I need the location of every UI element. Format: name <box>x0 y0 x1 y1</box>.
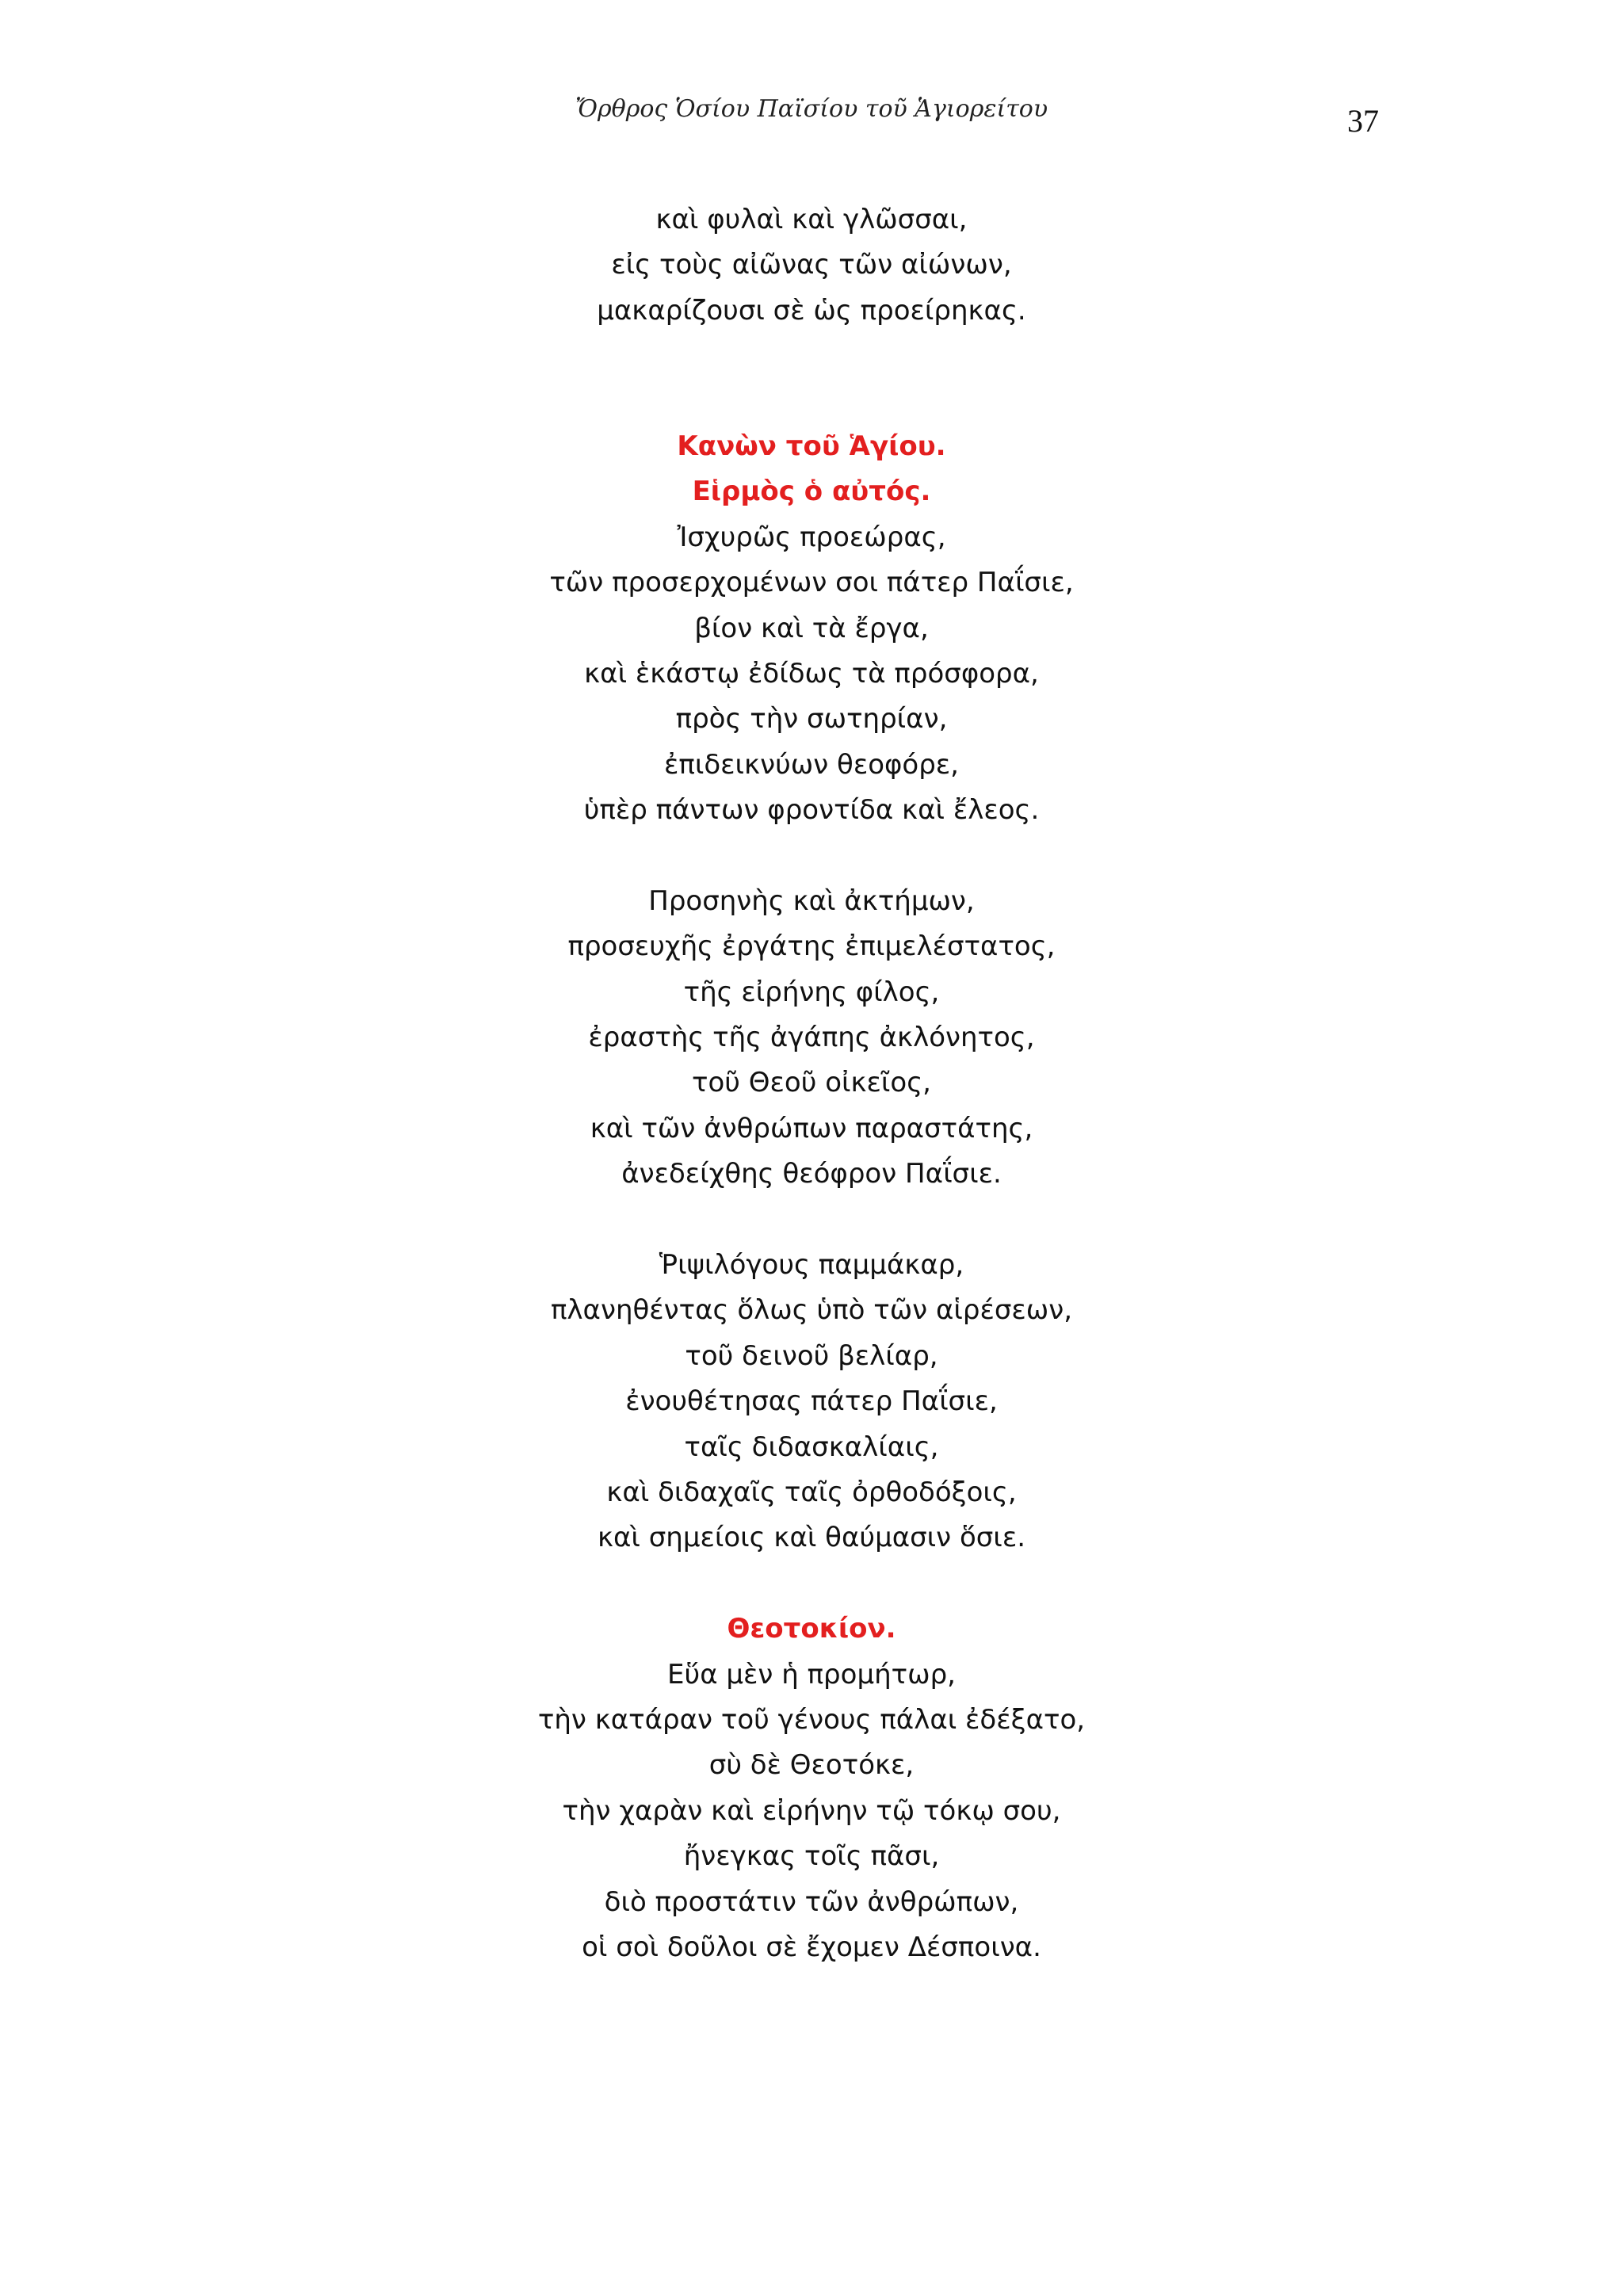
verse-line: Ἰσχυρῶς προεώρας, <box>677 521 946 553</box>
troparion-3 <box>0 1243 1623 1561</box>
verse-line: πρὸς τὴν σωτηρίαν, <box>675 703 948 735</box>
verse-line: σὺ δὲ Θεοτόκε, <box>708 1749 915 1782</box>
verse-line: τὴν χαρὰν καὶ εἰρήνην τῷ τόκῳ σου, <box>562 1794 1061 1827</box>
troparion-1 <box>0 515 1623 834</box>
verse-line: τῶν προσερχομένων σοι πάτερ Παΐσιε, <box>549 567 1074 599</box>
canon-title: Κανὼν τοῦ Ἁγίου. <box>677 430 946 462</box>
verse-line: Ῥιψιλόγους παμμάκαρ, <box>659 1249 964 1282</box>
verse-line: Εὕα μὲν ἡ προμήτωρ, <box>667 1658 956 1690</box>
verse-line: τὴν κατάραν τοῦ γένους πάλαι ἐδέξατο, <box>537 1703 1086 1736</box>
verse-line: ἐπιδεικνύων θεοφόρε, <box>664 748 959 781</box>
verse-line: βίον καὶ τὰ ἔργα, <box>694 612 929 644</box>
stanza-spacer <box>0 1561 1623 1606</box>
verse-line: ἀνεδείχθης θεόφρον Παΐσιε. <box>621 1158 1002 1190</box>
verse-line: διὸ προστάτιν τῶν ἀνθρώπων, <box>604 1885 1019 1918</box>
verse-line: καὶ διδαχαῖς ταῖς ὀρθοδόξοις, <box>606 1476 1017 1508</box>
stanza-spacer <box>0 834 1623 879</box>
verse-line: καὶ φυλαὶ καὶ γλῶσσαι, <box>655 204 968 235</box>
theotokion-title: Θεοτοκίον. <box>727 1613 896 1645</box>
troparion-2 <box>0 879 1623 1198</box>
canon-subtitle: Εἱρμὸς ὁ αὐτός. <box>692 476 931 508</box>
verse-line: προσευχῆς ἐργάτης ἐπιμελέστατος, <box>567 930 1056 963</box>
verse-line: καὶ σημείοις καὶ θαύμασιν ὅσιε. <box>597 1522 1026 1554</box>
verse-line: ἤνεγκας τοῖς πᾶσι, <box>683 1840 940 1873</box>
verse-line: οἱ σοὶ δοῦλοι σὲ ἔχομεν Δέσποινα. <box>582 1931 1041 1963</box>
verse-line: ἐνουθέτησας πάτερ Παΐσιε, <box>625 1385 998 1418</box>
verse-line: εἰς τοὺς αἰῶνας τῶν αἰώνων, <box>611 249 1012 281</box>
canon-section <box>0 424 1623 1970</box>
verse-line: πλανηθέντας ὅλως ὑπὸ τῶν αἱρέσεων, <box>550 1294 1073 1327</box>
stanza-spacer <box>0 1198 1623 1243</box>
page-number: 37 <box>1347 103 1379 139</box>
verse-line: ταῖς διδασκαλίαις, <box>684 1431 939 1463</box>
verse-line: τοῦ δεινοῦ βελίαρ, <box>685 1339 938 1372</box>
opening-verses <box>0 197 1623 334</box>
verse-line: καὶ ἑκάστῳ ἐδίδως τὰ πρόσφορα, <box>584 657 1039 690</box>
verse-line: ὑπὲρ πάντων φροντίδα καὶ ἔλεος. <box>583 794 1040 827</box>
theotokion-verses <box>0 1652 1623 1971</box>
verse-line: μακαρίζουσι σὲ ὡς προείρηκας. <box>597 294 1026 327</box>
running-header-title: Ὄρθρος Ὁσίου Παϊσίου τοῦ Ἁγιορείτου <box>575 95 1048 123</box>
verse-line: Προσηνὴς καὶ ἀκτήμων, <box>648 884 975 917</box>
verse-line: ἐραστὴς τῆς ἀγάπης ἀκλόνητος, <box>588 1022 1035 1054</box>
verse-line: τοῦ Θεοῦ οἰκεῖος, <box>692 1067 931 1099</box>
verse-line: καὶ τῶν ἀνθρώπων παραστάτης, <box>590 1112 1033 1144</box>
verse-line: τῆς εἰρήνης φίλος, <box>683 976 940 1008</box>
